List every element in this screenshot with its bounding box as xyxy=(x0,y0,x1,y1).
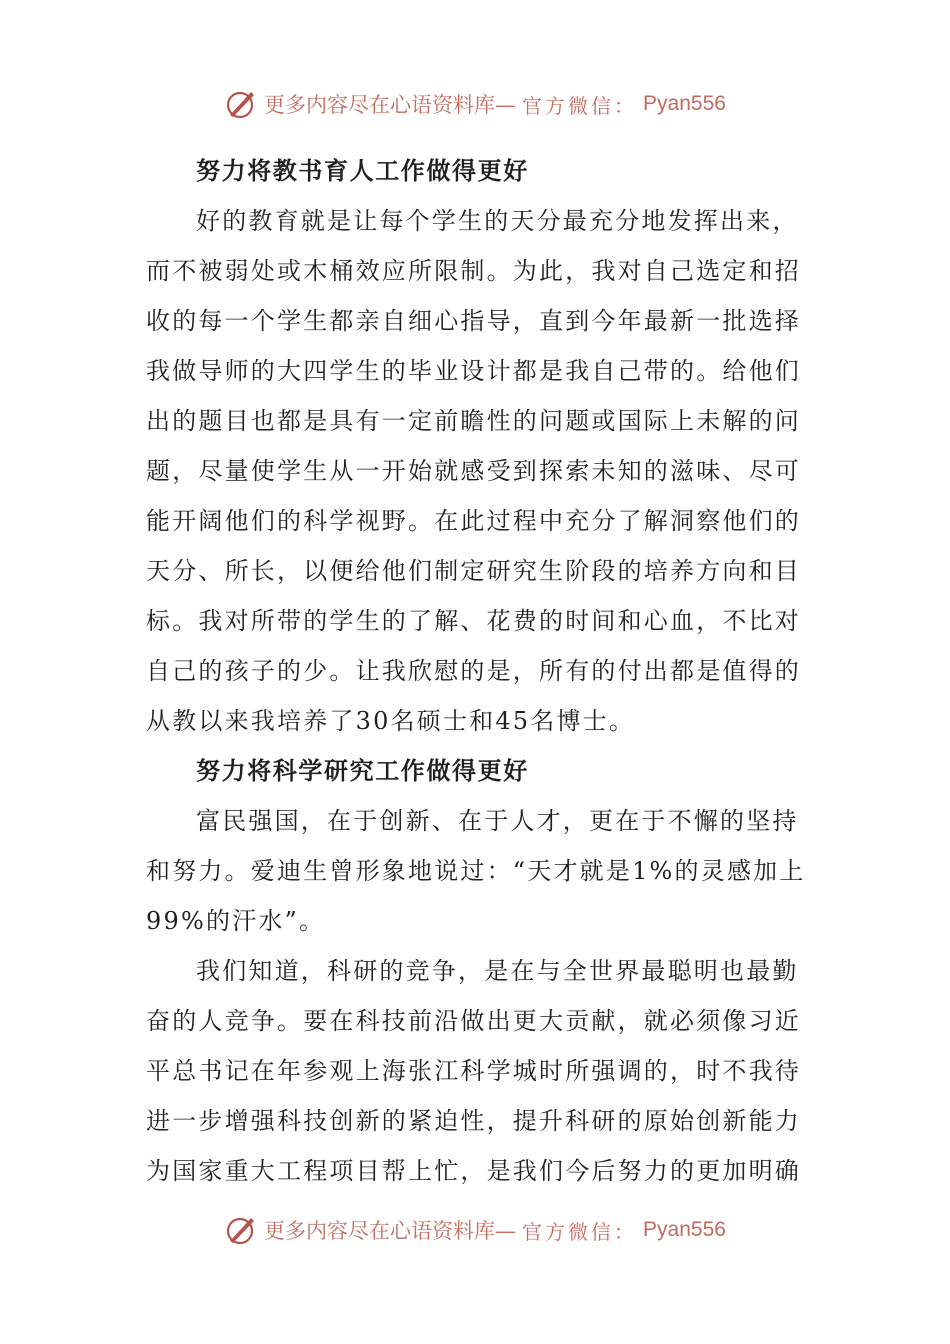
paragraph xyxy=(146,946,806,1196)
text-line: 平总书记在年参观上海张江科学城时所强调的，时不我待 xyxy=(146,1057,801,1085)
quill-logo-icon xyxy=(224,1213,258,1247)
text-line: 出的题目也都是具有一定前瞻性的问题或国际上未解的问 xyxy=(146,407,801,435)
text-line: 奋的人竞争。要在科技前沿做出更大贡献，就必须像习近 xyxy=(146,1007,801,1035)
text-line: 题，尽量使学生从一开始就感受到探索未知的滋味、尽可 xyxy=(146,457,801,485)
text-line: 和努力。爱迪生曾形象地说过：“天才就是1%的灵感加上 xyxy=(146,857,806,885)
text-line: 我做导师的大四学生的毕业设计都是我自己带的。给他们 xyxy=(146,357,801,385)
text-line: 进一步增强科技创新的紧迫性，提升科研的原始创新能力 xyxy=(146,1107,801,1135)
text-line: 99%的汗水”。 xyxy=(146,907,326,935)
banner-site-text: 更多内容尽在心语资料库— xyxy=(264,93,517,117)
footer-watermark-banner xyxy=(0,1210,950,1250)
text-line: 能开阔他们的科学视野。在此过程中充分了解洞察他们的 xyxy=(146,507,801,535)
text-line: 我们知道，科研的竞争，是在与全世界最聪明也最勤 xyxy=(196,957,799,985)
banner-wechat-label: 官方微信： xyxy=(522,1219,638,1244)
quill-logo-icon xyxy=(224,87,258,121)
text-line: 而不被弱处或木桶效应所限制。为此，我对自己选定和招 xyxy=(146,257,801,285)
banner-wechat-id: Pyan556 xyxy=(643,1218,726,1241)
text-line: 富民强国，在于创新、在于人才，更在于不懈的坚持 xyxy=(196,807,799,835)
text-line: 为国家重大工程项目帮上忙，是我们今后努力的更加明确 xyxy=(146,1157,801,1185)
text-line: 收的每一个学生都亲自细心指导，直到今年最新一批选择 xyxy=(146,307,801,335)
text-line: 好的教育就是让每个学生的天分最充分地发挥出来， xyxy=(196,207,799,235)
banner-wechat-id: Pyan556 xyxy=(643,92,726,115)
section-heading: 努力将科学研究工作做得更好 xyxy=(196,756,529,785)
banner-wechat-label: 官方微信： xyxy=(522,93,638,118)
header-watermark-banner xyxy=(0,84,950,124)
paragraph xyxy=(146,796,806,946)
paragraph xyxy=(146,196,806,746)
banner-site-text: 更多内容尽在心语资料库— xyxy=(264,1219,517,1243)
section-heading: 努力将教书育人工作做得更好 xyxy=(196,156,529,185)
text-line: 天分、所长，以便给他们制定研究生阶段的培养方向和目 xyxy=(146,557,801,585)
text-line: 标。我对所带的学生的了解、花费的时间和心血，不比对 xyxy=(146,607,801,635)
text-line: 自己的孩子的少。让我欣慰的是，所有的付出都是值得的 xyxy=(146,657,801,685)
document-body xyxy=(146,146,806,1196)
text-line: 从教以来我培养了30名硕士和45名博士。 xyxy=(146,707,636,735)
